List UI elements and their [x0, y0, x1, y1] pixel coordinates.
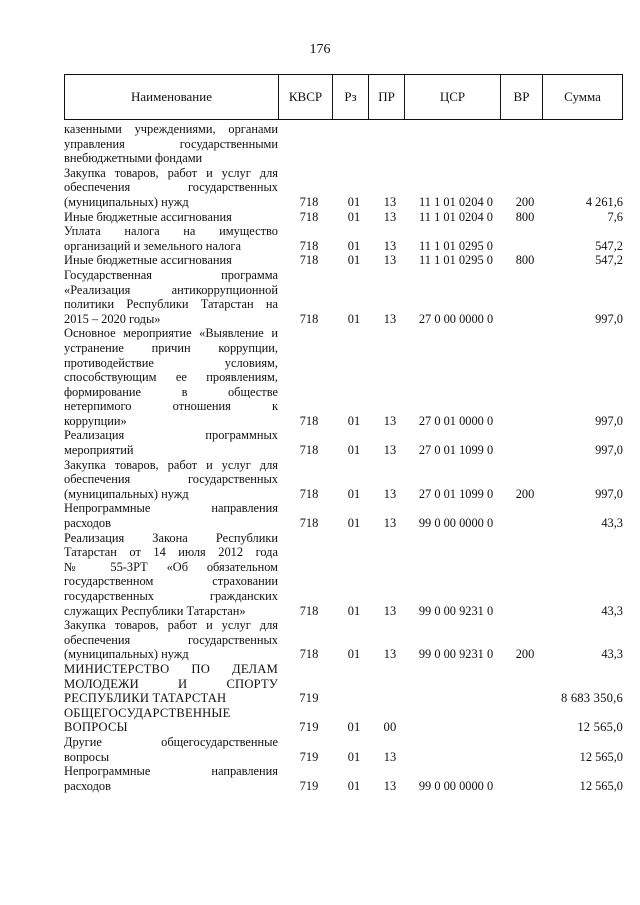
- row-kvsr: 719: [299, 691, 319, 706]
- row-name-line: Непрограммные направления: [64, 764, 278, 779]
- row-csr: 99 0 00 9231 0: [418, 603, 494, 618]
- row-pr: 13: [383, 516, 397, 531]
- table-row: [64, 122, 623, 166]
- header-vr: ВР: [501, 75, 543, 120]
- row-sum: 547,2: [595, 238, 623, 253]
- header-csr: ЦСР: [405, 75, 501, 120]
- row-kvsr: 718: [299, 311, 319, 326]
- row-sum: 12 565,0: [577, 720, 623, 735]
- row-name: [64, 122, 282, 166]
- row-vr: 200: [515, 647, 535, 662]
- row-sum: 7,6: [607, 209, 623, 224]
- row-sum: 997,0: [595, 486, 623, 501]
- row-name-line: внебюджетными фондами: [64, 151, 203, 166]
- row-sum: 12 565,0: [579, 778, 623, 793]
- row-csr: 27 0 01 0000 0: [418, 413, 494, 428]
- row-pr: 13: [383, 603, 397, 618]
- row-name-line: государственных гражданских: [64, 589, 278, 603]
- row-name-line: управления государственными: [64, 136, 278, 151]
- row-sum: 43,3: [601, 647, 623, 662]
- row-csr: 99 0 00 0000 0: [418, 516, 494, 531]
- table-row: [64, 706, 623, 735]
- row-name-line: «Реализация антикоррупционной: [64, 282, 278, 297]
- row-rz: 01: [347, 486, 361, 501]
- row-name: [64, 735, 282, 764]
- page-number: 176: [309, 42, 331, 57]
- row-name-line: Закупка товаров, работ и услуг для: [64, 618, 278, 633]
- row-pr: 13: [383, 238, 397, 253]
- row-sum: 8 683 350,6: [560, 691, 623, 706]
- row-sum: 4 261,6: [585, 194, 623, 209]
- row-name: [64, 326, 282, 428]
- row-rz: 01: [347, 749, 361, 764]
- row-pr: 13: [383, 253, 397, 268]
- row-pr: 13: [383, 413, 397, 428]
- row-name: [64, 501, 282, 530]
- row-kvsr: 719: [299, 749, 319, 764]
- row-pr: 13: [383, 443, 397, 458]
- row-name-line: обеспечения государственных: [64, 632, 278, 647]
- table-row: [64, 428, 623, 457]
- row-rz: 01: [347, 778, 361, 793]
- row-csr: 27 0 00 0000 0: [418, 311, 494, 326]
- row-name-line: организаций и земельного налога: [64, 238, 242, 253]
- row-name-line: Татарстан от 14 июля 2012 года: [64, 545, 278, 560]
- header-kvsr: КВСР: [279, 75, 333, 120]
- row-rz: 01: [347, 647, 361, 662]
- row-name-line: ОБЩЕГОСУДАРСТВЕННЫЕ: [64, 705, 231, 720]
- row-name-line: РЕСПУБЛИКИ ТАТАРСТАН: [64, 691, 227, 706]
- row-name-line: мероприятий: [64, 443, 134, 458]
- row-name-line: формирование в обществе: [64, 384, 278, 399]
- row-name: [64, 706, 282, 735]
- row-name-line: политики Республики Татарстан на: [64, 297, 278, 312]
- row-pr: 13: [383, 749, 397, 764]
- row-name: [64, 764, 282, 793]
- table-row: [64, 210, 623, 225]
- row-pr: 13: [383, 778, 397, 793]
- row-name-line: вопросы: [64, 749, 110, 764]
- row-pr: 13: [383, 486, 397, 501]
- header-pr: ПР: [369, 75, 405, 120]
- row-pr: 13: [383, 209, 397, 224]
- row-name-line: Непрограммные направления: [64, 501, 278, 516]
- table-row: [64, 764, 623, 793]
- row-name: [64, 662, 282, 706]
- row-name-line: Уплата налога на имущество: [64, 224, 278, 239]
- row-rz: 01: [347, 443, 361, 458]
- row-kvsr: 718: [299, 238, 319, 253]
- row-vr: 200: [515, 194, 535, 209]
- row-csr: 99 0 00 9231 0: [418, 647, 494, 662]
- row-name-line: (муниципальных) нужд: [64, 486, 189, 501]
- row-kvsr: 718: [299, 443, 319, 458]
- row-name-line: 2015 – 2020 годы»: [64, 311, 161, 326]
- row-name: [64, 166, 282, 210]
- table-row: [64, 166, 623, 210]
- row-name-line: коррупции»: [64, 413, 127, 428]
- table-row: [64, 268, 623, 326]
- row-name: [64, 531, 282, 619]
- row-kvsr: 718: [299, 647, 319, 662]
- row-sum: 43,3: [601, 603, 623, 618]
- row-pr: 13: [383, 311, 397, 326]
- row-rz: 01: [347, 194, 361, 209]
- row-sum: 547,2: [595, 253, 623, 268]
- table-row: [64, 224, 623, 253]
- row-kvsr: 718: [299, 413, 319, 428]
- row-name-line: Закупка товаров, работ и услуг для: [64, 165, 278, 180]
- row-rz: 01: [347, 253, 361, 268]
- row-pr: 00: [383, 720, 397, 735]
- row-csr: 11 1 01 0295 0: [419, 253, 493, 268]
- row-name-line: способствующим ее проявлениям,: [64, 370, 278, 385]
- row-kvsr: 719: [299, 778, 319, 793]
- row-name-line: расходов: [64, 778, 111, 793]
- row-csr: 27 0 01 1099 0: [418, 443, 494, 458]
- row-csr: 11 1 01 0204 0: [419, 194, 493, 209]
- table-row: [64, 531, 623, 619]
- row-name-line: (муниципальных) нужд: [64, 647, 189, 662]
- header-rz: Рз: [333, 75, 369, 120]
- row-name-line: Основное мероприятие «Выявление и: [64, 326, 278, 341]
- row-name-line: казенными учреждениями, органами: [64, 122, 278, 136]
- row-name-line: № 55-ЗРТ «Об обязательном: [64, 559, 278, 574]
- row-rz: 01: [347, 720, 361, 735]
- row-sum: 43,3: [601, 516, 623, 531]
- row-name-line: государственном страховании: [64, 574, 278, 589]
- table-row: [64, 458, 623, 502]
- row-name-line: Иные бюджетные ассигнования: [64, 209, 232, 224]
- row-name-line: служащих Республики Татарстан»: [64, 603, 246, 618]
- row-kvsr: 718: [299, 516, 319, 531]
- row-name-line: Государственная программа: [64, 267, 278, 282]
- row-rz: 01: [347, 238, 361, 253]
- row-name: [64, 253, 282, 268]
- row-name-line: нетерпимого отношения к: [64, 399, 278, 414]
- row-name-line: обеспечения государственных: [64, 180, 278, 195]
- table-body: [64, 122, 623, 793]
- row-rz: 01: [347, 413, 361, 428]
- row-name: [64, 224, 282, 253]
- row-name-line: МИНИСТЕРСТВО ПО ДЕЛАМ: [64, 661, 278, 676]
- row-name-line: Закупка товаров, работ и услуг для: [64, 457, 278, 472]
- row-sum: 997,0: [595, 413, 623, 428]
- row-name-line: обеспечения государственных: [64, 472, 278, 487]
- table-row: [64, 618, 623, 662]
- row-vr: 800: [515, 209, 535, 224]
- row-name-line: расходов: [64, 516, 111, 531]
- row-name-line: противодействие условиям,: [64, 355, 278, 370]
- row-kvsr: 718: [299, 253, 319, 268]
- row-rz: 01: [347, 516, 361, 531]
- row-name-line: Реализация Закона Республики: [64, 530, 278, 545]
- row-vr: 200: [515, 486, 535, 501]
- table-row: [64, 253, 623, 268]
- row-pr: 13: [383, 647, 397, 662]
- header-sum: Сумма: [543, 75, 623, 120]
- row-csr: 99 0 00 0000 0: [418, 778, 494, 793]
- row-name: [64, 618, 282, 662]
- row-kvsr: 718: [299, 486, 319, 501]
- row-kvsr: 718: [299, 603, 319, 618]
- table-row: [64, 326, 623, 428]
- row-name-line: МОЛОДЕЖИ И СПОРТУ: [64, 676, 278, 691]
- row-name-line: Реализация программных: [64, 428, 278, 443]
- row-name-line: (муниципальных) нужд: [64, 194, 189, 209]
- row-rz: 01: [347, 603, 361, 618]
- row-vr: 800: [515, 253, 535, 268]
- row-name: [64, 428, 282, 457]
- row-sum: 997,0: [595, 443, 623, 458]
- row-name-line: ВОПРОСЫ: [64, 720, 128, 735]
- row-csr: 27 0 01 1099 0: [418, 486, 494, 501]
- row-csr: 11 1 01 0204 0: [419, 209, 493, 224]
- table-row: [64, 662, 623, 706]
- table-row: [64, 501, 623, 530]
- row-kvsr: 719: [299, 720, 319, 735]
- row-sum: 997,0: [595, 311, 623, 326]
- row-pr: 13: [383, 194, 397, 209]
- row-name-line: Иные бюджетные ассигнования: [64, 253, 232, 268]
- header-name: Наименование: [65, 75, 279, 120]
- row-name: [64, 210, 282, 225]
- row-kvsr: 718: [299, 209, 319, 224]
- table-header: [64, 74, 623, 120]
- row-rz: 01: [347, 311, 361, 326]
- row-name-line: Другие общегосударственные: [64, 734, 278, 749]
- row-kvsr: 718: [299, 194, 319, 209]
- row-name: [64, 268, 282, 326]
- row-name: [64, 458, 282, 502]
- row-sum: 12 565,0: [579, 749, 623, 764]
- table-row: [64, 735, 623, 764]
- row-name-line: устранение причин коррупции,: [64, 340, 278, 355]
- row-rz: 01: [347, 209, 361, 224]
- row-csr: 11 1 01 0295 0: [419, 238, 493, 253]
